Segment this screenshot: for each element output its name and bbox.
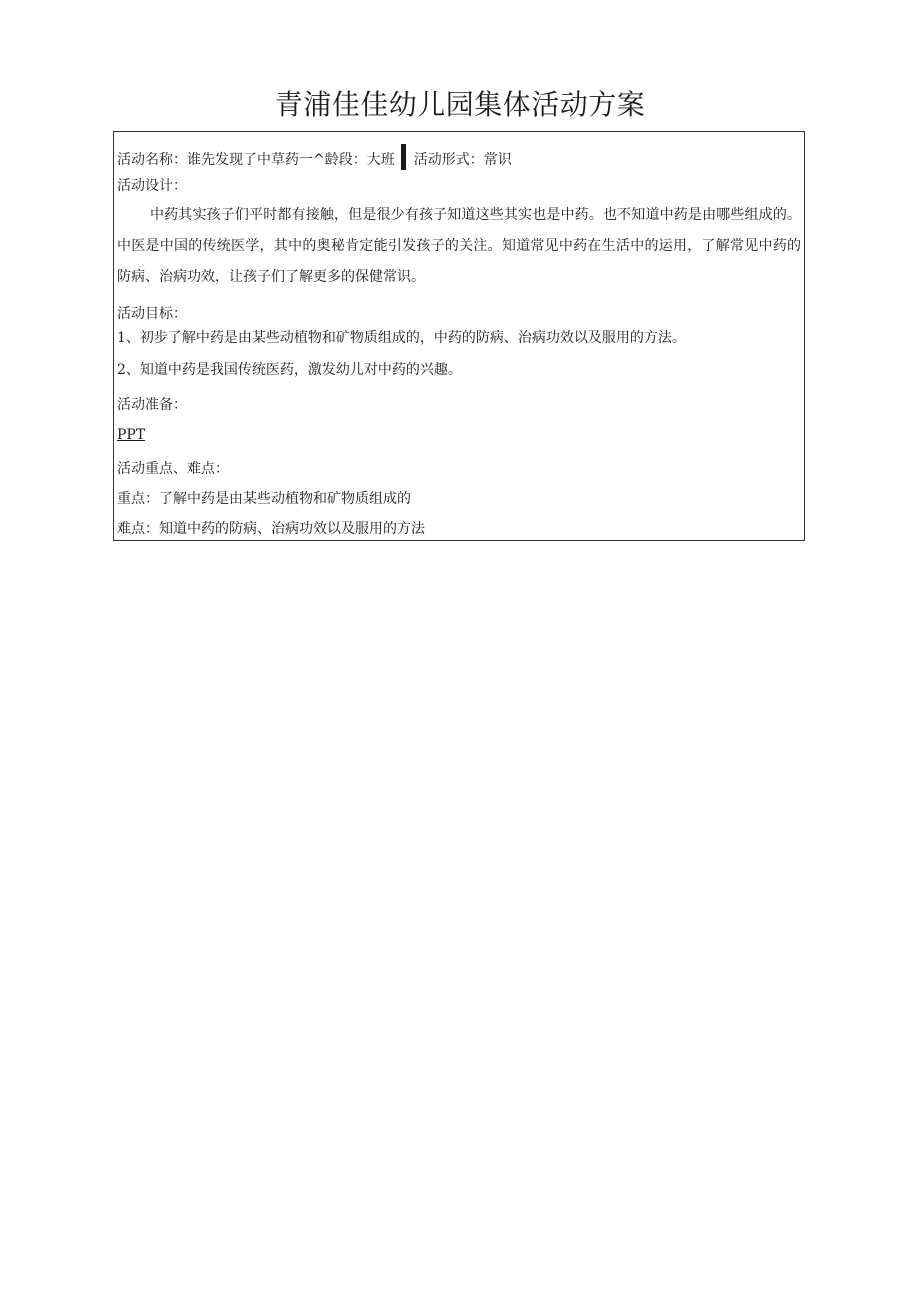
activity-plan-table (113, 131, 805, 541)
activity-form: 活动形式：常识 (413, 152, 512, 168)
difficulty-point: 难点：知道中药的防病、治病功效以及服用的方法 (117, 521, 425, 537)
goal-item-2: 2、知道中药是我国传统医药，激发幼儿对中药的兴趣。 (117, 362, 462, 378)
goals-heading: 活动目标： (117, 306, 187, 322)
page-title: 青浦佳佳幼儿园集体活动方案 (274, 88, 646, 121)
design-paragraph: 中药其实孩子们平时都有接触，但是很少有孩子知道这些其实也是中药。也不知道中药是由哪些组成的。中医是中国的传统医学，其中的奥秘肯定能引发孩子的关注。知道常见中药在生活中的运用，了解常见中药的防病、治病功效，让孩子们了解更多的保健常识。 (117, 207, 801, 285)
preparation-text: PPT (117, 427, 146, 443)
separator-bar (401, 144, 406, 170)
preparation-heading: 活动准备： (117, 397, 187, 413)
goal-item-1: 1、初步了解中药是由某些动植物和矿物质组成的，中药的防病、治病功效以及服用的方法。 (117, 330, 686, 346)
header-row (117, 144, 512, 170)
activity-name-age-group: 活动名称：谁先发现了中草药一^龄段：大班 (117, 152, 395, 168)
key-points-heading: 活动重点、难点： (117, 461, 229, 477)
design-heading: 活动设计： (117, 178, 187, 194)
key-point: 重点：了解中药是由某些动植物和矿物质组成的 (117, 491, 411, 507)
